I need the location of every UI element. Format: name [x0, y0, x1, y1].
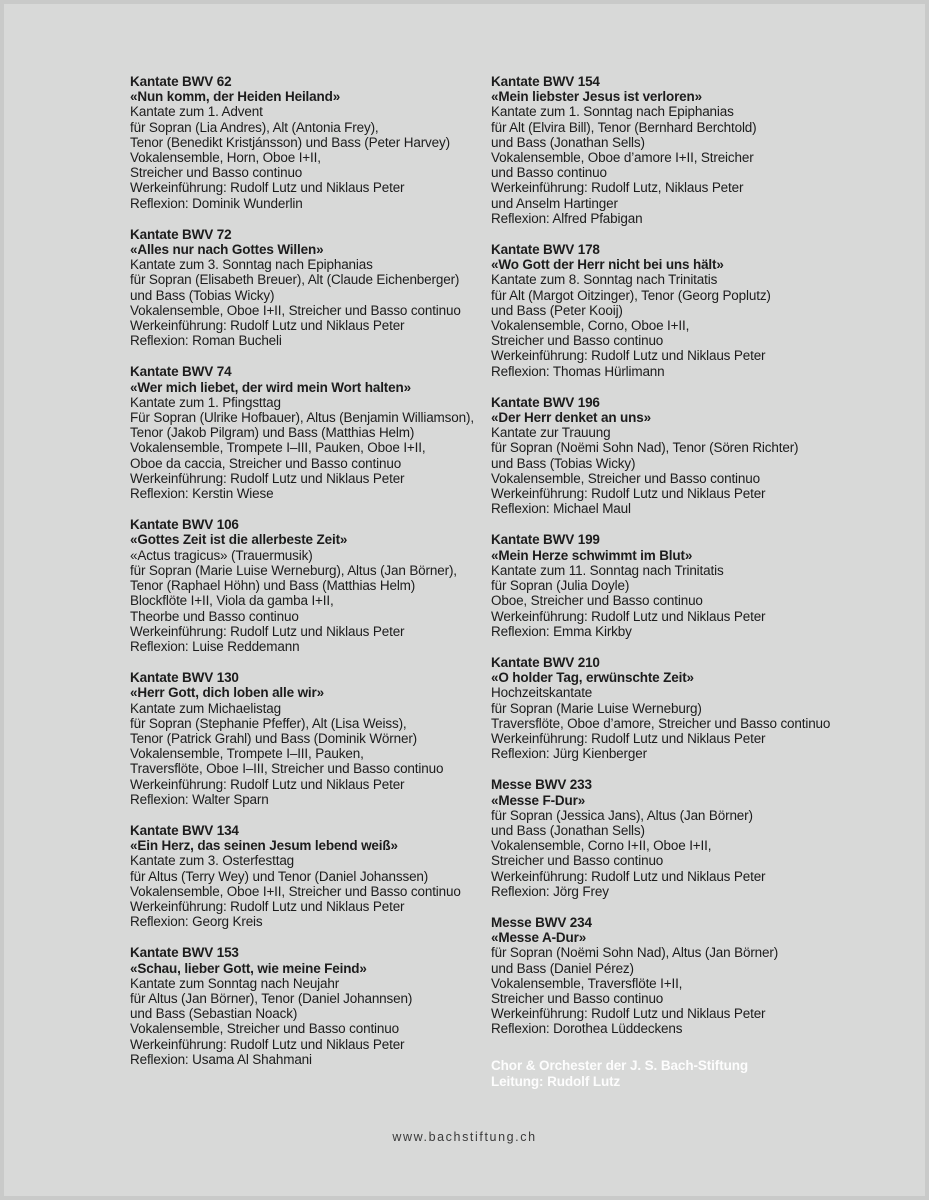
work-detail-line: und Bass (Jonathan Sells): [491, 134, 645, 150]
work-detail-line: Werkeinführung: Rudolf Lutz und Niklaus Peter: [130, 318, 405, 334]
work-number: Kantate BWV 106: [130, 517, 239, 533]
work-title: «Gottes Zeit ist die allerbeste Zeit»: [130, 532, 348, 548]
work-entry: [130, 517, 502, 654]
work-entry: [491, 395, 863, 517]
work-entry: [491, 915, 863, 1037]
work-entry: [130, 823, 502, 929]
work-detail-line: Reflexion: Thomas Hürlimann: [491, 363, 665, 379]
work-detail-line: Vokalensemble, Oboe d’amore I+II, Streicher: [491, 150, 754, 166]
work-detail-line: Werkeinführung: Rudolf Lutz und Niklaus Peter: [491, 486, 766, 502]
work-detail-line: Werkeinführung: Rudolf Lutz und Niklaus Peter: [130, 898, 405, 914]
work-detail-line: für Sopran (Marie Luise Werneburg): [491, 700, 702, 716]
work-detail-line: Werkeinführung: Rudolf Lutz und Niklaus Peter: [130, 776, 405, 792]
work-detail-line: Reflexion: Alfred Pfabigan: [491, 210, 643, 226]
work-detail-line: für Sopran (Marie Luise Werneburg), Altus (Jan Börner),: [130, 562, 457, 578]
work-number: Kantate BWV 72: [130, 226, 232, 242]
work-detail-line: und Bass (Daniel Pérez): [491, 960, 634, 976]
work-detail-line: Werkeinführung: Rudolf Lutz und Niklaus Peter: [130, 1036, 405, 1052]
work-detail-line: für Alt (Elvira Bill), Tenor (Bernhard Berchtold): [491, 119, 757, 135]
work-detail-line: Kantate zum 1. Pfingsttag: [130, 394, 281, 410]
work-detail-line: Vokalensemble, Corno, Oboe I+II,: [491, 318, 690, 334]
work-detail-line: und Anselm Hartinger: [491, 195, 618, 211]
work-detail-line: Werkeinführung: Rudolf Lutz und Niklaus Peter: [130, 470, 405, 486]
work-detail-line: Traversflöte, Oboe d’amore, Streicher und Basso continuo: [491, 715, 831, 731]
website-url: www.bachstiftung.ch: [392, 1130, 537, 1144]
work-entry: [130, 364, 502, 501]
work-number: Kantate BWV 130: [130, 670, 239, 686]
work-number: Kantate BWV 154: [491, 74, 600, 89]
work-title: «Herr Gott, dich loben alle wir»: [130, 685, 324, 701]
right-column: [491, 74, 863, 1053]
work-detail-line: Tenor (Patrick Grahl) und Bass (Dominik Wörner): [130, 730, 418, 746]
work-detail-line: Traversflöte, Oboe I–III, Streicher und Basso continuo: [130, 761, 444, 777]
work-entry: [130, 227, 502, 349]
work-detail-line: Vokalensemble, Trompete I–III, Pauken, Oboe I+II,: [130, 440, 426, 456]
work-entry: [491, 74, 863, 226]
work-detail-line: Werkeinführung: Rudolf Lutz, Niklaus Peter: [491, 180, 744, 196]
work-entry: [491, 532, 863, 638]
work-detail-line: Tenor (Raphael Höhn) und Bass (Matthias Helm): [130, 578, 416, 594]
work-entry: [130, 670, 502, 807]
work-number: Kantate BWV 74: [130, 364, 232, 380]
work-detail-line: Vokalensemble, Traversflöte I+II,: [491, 975, 683, 991]
work-number: Messe BWV 233: [491, 777, 592, 793]
work-detail-line: Werkeinführung: Rudolf Lutz und Niklaus Peter: [491, 1006, 766, 1022]
work-detail-line: und Bass (Jonathan Sells): [491, 822, 645, 838]
work-number: Kantate BWV 196: [491, 394, 600, 410]
work-title: «Nun komm, der Heiden Heiland»: [130, 89, 341, 105]
work-detail-line: für Sopran (Noëmi Sohn Nad), Tenor (Sören Richter): [491, 440, 799, 456]
work-detail-line: für Sopran (Stephanie Pfeffer), Alt (Lisa Weiss),: [130, 715, 407, 731]
work-detail-line: Reflexion: Dominik Wunderlin: [130, 195, 303, 211]
work-detail-line: für Sopran (Noëmi Sohn Nad), Altus (Jan Börner): [491, 945, 779, 961]
work-detail-line: für Sopran (Lia Andres), Alt (Antonia Frey),: [130, 119, 379, 135]
work-detail-line: für Sopran (Julia Doyle): [491, 578, 630, 594]
work-number: Messe BWV 234: [491, 914, 592, 930]
work-title: «Wo Gott der Herr nicht bei uns hält»: [491, 257, 724, 273]
work-detail-line: Tenor (Jakob Pilgram) und Bass (Matthias Helm): [130, 425, 415, 441]
work-entry: [491, 242, 863, 379]
work-detail-line: Reflexion: Jürg Kienberger: [491, 746, 647, 762]
work-detail-line: Reflexion: Walter Sparn: [130, 791, 269, 807]
work-title: «Der Herr denket an uns»: [491, 410, 651, 426]
work-entry: [491, 777, 863, 899]
work-detail-line: Für Sopran (Ulrike Hofbauer), Altus (Benjamin Williamson),: [130, 410, 474, 426]
work-detail-line: Vokalensemble, Streicher und Basso continuo: [491, 470, 760, 486]
work-number: Kantate BWV 153: [130, 945, 239, 961]
work-detail-line: Werkeinführung: Rudolf Lutz und Niklaus Peter: [130, 623, 405, 639]
work-title: «Ein Herz, das seinen Jesum lebend weiß»: [130, 838, 398, 854]
work-entry: [130, 74, 502, 211]
work-number: Kantate BWV 178: [491, 242, 600, 258]
work-detail-line: Reflexion: Jörg Frey: [491, 883, 609, 899]
work-detail-line: Reflexion: Usama Al Shahmani: [130, 1051, 312, 1067]
work-detail-line: Reflexion: Dorothea Lüddeckens: [491, 1021, 683, 1037]
work-detail-line: Reflexion: Georg Kreis: [130, 914, 263, 930]
work-detail-line: für Altus (Terry Wey) und Tenor (Daniel Johanssen): [130, 868, 429, 884]
work-detail-line: Kantate zum 11. Sonntag nach Trinitatis: [491, 562, 724, 578]
work-detail-line: Reflexion: Luise Reddemann: [130, 638, 300, 654]
work-entry: [130, 945, 502, 1067]
work-number: Kantate BWV 134: [130, 822, 239, 838]
work-detail-line: Kantate zum Sonntag nach Neujahr: [130, 975, 340, 991]
work-detail-line: Oboe da caccia, Streicher und Basso continuo: [130, 455, 402, 471]
work-detail-line: Kantate zum 3. Sonntag nach Epiphanias: [130, 257, 373, 273]
work-detail-line: Reflexion: Roman Bucheli: [130, 333, 282, 349]
work-number: Kantate BWV 210: [491, 654, 600, 670]
work-detail-line: Theorbe und Basso continuo: [130, 608, 299, 624]
work-detail-line: Werkeinführung: Rudolf Lutz und Niklaus Peter: [491, 730, 766, 746]
credits-ensemble-line: Chor & Orchester der J. S. Bach-Stiftung: [491, 1058, 749, 1073]
work-detail-line: Oboe, Streicher und Basso continuo: [491, 593, 703, 609]
work-detail-line: Werkeinführung: Rudolf Lutz und Niklaus Peter: [491, 608, 766, 624]
work-title: «Wer mich liebet, der wird mein Wort halten»: [130, 379, 411, 395]
work-detail-line: Tenor (Benedikt Kristjánsson) und Bass (Peter Harvey): [130, 134, 450, 150]
work-title: «Alles nur nach Gottes Willen»: [130, 242, 324, 258]
work-detail-line: für Sopran (Elisabeth Breuer), Alt (Claude Eichenberger): [130, 272, 460, 288]
work-detail-line: Kantate zum 8. Sonntag nach Trinitatis: [491, 272, 718, 288]
work-detail-line: Vokalensemble, Trompete I–III, Pauken,: [130, 746, 364, 762]
work-detail-line: Hochzeitskantate: [491, 685, 593, 701]
work-detail-line: und Bass (Sebastian Noack): [130, 1006, 298, 1022]
credits-conductor-line: Leitung: Rudolf Lutz: [491, 1074, 621, 1089]
work-detail-line: und Bass (Tobias Wicky): [130, 287, 275, 303]
work-detail-line: für Altus (Jan Börner), Tenor (Daniel Johannsen): [130, 990, 413, 1006]
work-detail-line: Streicher und Basso continuo: [491, 990, 664, 1006]
work-detail-line: Werkeinführung: Rudolf Lutz und Niklaus Peter: [130, 180, 405, 196]
work-number: Kantate BWV 62: [130, 74, 232, 89]
work-detail-line: Kantate zum 3. Osterfesttag: [130, 853, 295, 869]
work-title: «O holder Tag, erwünschte Zeit»: [491, 670, 694, 686]
work-entry: [491, 655, 863, 761]
work-detail-line: und Basso continuo: [491, 165, 607, 181]
work-detail-line: Reflexion: Kerstin Wiese: [130, 486, 274, 502]
work-detail-line: für Alt (Margot Oitzinger), Tenor (Georg Poplutz): [491, 287, 771, 303]
work-detail-line: Vokalensemble, Corno I+II, Oboe I+II,: [491, 838, 712, 854]
work-detail-line: Streicher und Basso continuo: [491, 853, 664, 869]
work-detail-line: Kantate zum 1. Advent: [130, 104, 263, 120]
work-detail-line: Reflexion: Michael Maul: [491, 501, 631, 517]
work-detail-line: Vokalensemble, Oboe I+II, Streicher und Basso continuo: [130, 883, 461, 899]
left-column: [130, 74, 502, 1083]
work-title: «Messe A-Dur»: [491, 930, 587, 946]
work-title: «Mein Herze schwimmt im Blut»: [491, 547, 693, 563]
work-detail-line: Streicher und Basso continuo: [130, 165, 303, 181]
work-title: «Mein liebster Jesus ist verloren»: [491, 89, 702, 105]
work-detail-line: Werkeinführung: Rudolf Lutz und Niklaus Peter: [491, 868, 766, 884]
work-detail-line: Kantate zur Trauung: [491, 425, 611, 441]
work-detail-line: Werkeinführung: Rudolf Lutz und Niklaus Peter: [491, 348, 766, 364]
work-detail-line: und Bass (Peter Kooij): [491, 302, 623, 318]
work-detail-line: «Actus tragicus» (Trauermusik): [130, 547, 313, 563]
work-detail-line: für Sopran (Jessica Jans), Altus (Jan Börner): [491, 807, 753, 823]
work-detail-line: Kantate zum Michaelistag: [130, 700, 281, 716]
work-detail-line: Blockflöte I+II, Viola da gamba I+II,: [130, 593, 334, 609]
work-detail-line: Streicher und Basso continuo: [491, 333, 664, 349]
work-detail-line: Vokalensemble, Streicher und Basso continuo: [130, 1021, 399, 1037]
work-detail-line: Vokalensemble, Oboe I+II, Streicher und Basso continuo: [130, 302, 461, 318]
work-title: «Messe F-Dur»: [491, 792, 586, 808]
ensemble-credits: [491, 1058, 748, 1090]
work-detail-line: und Bass (Tobias Wicky): [491, 455, 636, 471]
work-detail-line: Reflexion: Emma Kirkby: [491, 623, 632, 639]
work-detail-line: Vokalensemble, Horn, Oboe I+II,: [130, 150, 321, 166]
work-title: «Schau, lieber Gott, wie meine Feind»: [130, 960, 367, 976]
work-number: Kantate BWV 199: [491, 532, 600, 548]
work-detail-line: Kantate zum 1. Sonntag nach Epiphanias: [491, 104, 734, 120]
